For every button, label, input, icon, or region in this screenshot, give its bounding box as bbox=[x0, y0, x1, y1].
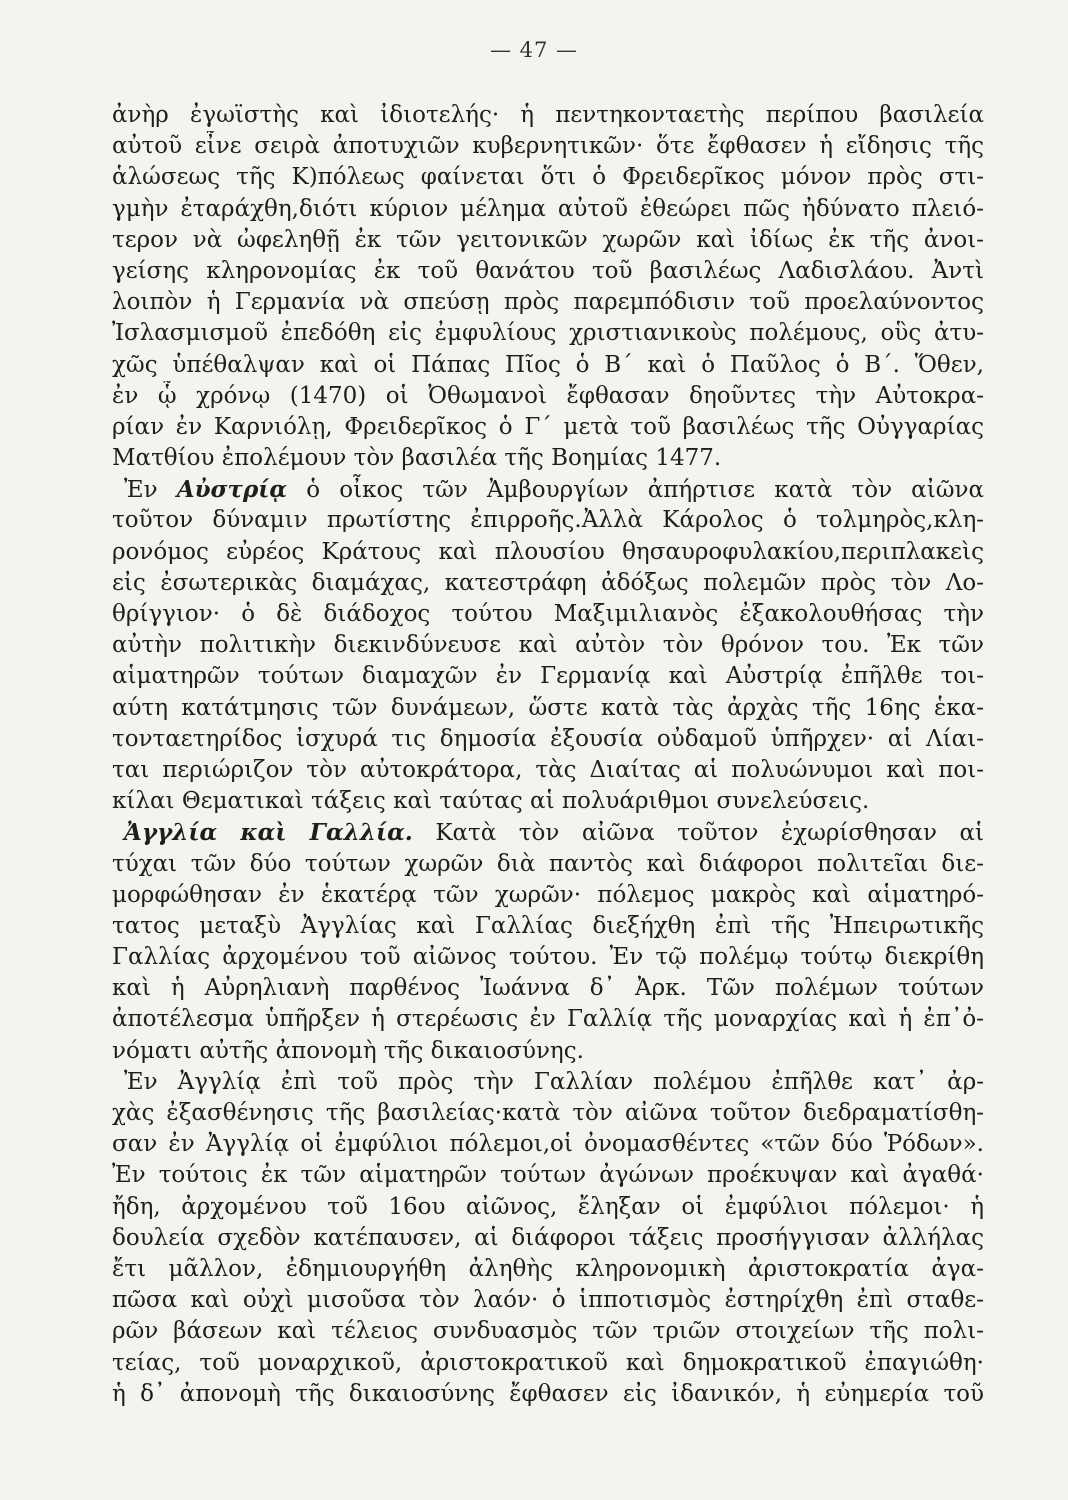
section-heading-austria: Αὐστρίᾳ bbox=[176, 476, 288, 504]
text-line: τύχαι τῶν δύο τούτων χωρῶν διὰ παντὸς καὶ διάφοροι πολιτεῖαι διε- bbox=[112, 850, 984, 877]
text-line: ἁλώσεως τῆς Κ)πόλεως φαίνεται ὅτι ὁ Φρειδερῖκος μόνον πρὸς στι- bbox=[112, 164, 984, 191]
text-line: Ματθίου ἐπολέμουν τὸν βασιλέα τῆς Βοημίας 1477. bbox=[112, 445, 722, 472]
text-line: κίλαι Θεματικαὶ τάξεις καὶ ταύτας αἱ πολυάριθμοι συνελεύσεις. bbox=[112, 788, 870, 815]
text-line: τατος μεταξὺ Ἀγγλίας καὶ Γαλλίας διεξήχθη ἐπὶ τῆς Ἠπειρωτικῆς bbox=[112, 912, 984, 939]
text-line: σαν ἐν Ἀγγλίᾳ οἱ ἐμφύλιοι πόλεμοι,οἱ ὀνομασθέντες «τῶν δύο Ῥόδων». bbox=[112, 1131, 984, 1158]
text-line: αὐτὴν πολιτικὴν διεκινδύνευσε καὶ αὐτὸν τὸν θρόνον του. Ἐκ τῶν bbox=[112, 632, 984, 659]
text-line: τερον νὰ ὠφεληθῇ ἐκ τῶν γειτονικῶν χωρῶν καὶ ἰδίως ἐκ τῆς ἀνοι- bbox=[112, 226, 984, 253]
text-line: μορφώθησαν ἐν ἑκατέρᾳ τῶν χωρῶν· πόλεμος μακρὸς καὶ αἱματηρό- bbox=[112, 881, 984, 908]
text-line bbox=[112, 474, 984, 505]
text-line: ἔτι μᾶλλον, ἐδημιουργήθη ἀληθὴς κληρονομικὴ ἀριστοκρατία ἀγα- bbox=[112, 1255, 984, 1282]
text-line: ρονόμος εὐρέος Κράτους καὶ πλουσίου θησαυροφυλακίου,περιπλακεὶς bbox=[112, 538, 984, 565]
text-line: τονταετηρίδος ἰσχυρά τις δημοσία ἐξουσία οὐδαμοῦ ὑπῆρχεν· αἱ Λίαι- bbox=[112, 725, 984, 752]
text-line: θρίγγιον· ὁ δὲ διάδοχος τούτου Μαξιμιλιανὸς ἐξακολουθήσας τὴν bbox=[112, 601, 984, 627]
text-line: χῶς ὑπέθαλψαν καὶ οἱ Πάπας Πῖος ὁ Β΄ καὶ ὁ Παῦλος ὁ Β΄. Ὅθεν, bbox=[112, 351, 984, 378]
text-run: ὁ οἶκος τῶν Ἀμβουργίων ἀπήρτισε κατὰ τὸν αἰῶνα bbox=[306, 477, 984, 504]
text-line: καὶ ἡ Αὐρηλιανὴ παρθένος Ἰωάννα δ᾽ Ἀρκ. Τῶν πολέμων τούτων bbox=[112, 975, 984, 1002]
text-line: εἰς ἐσωτερικὰς διαμάχας, κατεστράφη ἀδόξως πολεμῶν πρὸς τὸν Λο- bbox=[112, 569, 984, 596]
text-line: γείσης κληρονομίας ἐκ τοῦ θανάτου τοῦ βασιλέως Λαδισλάου. Ἀντὶ bbox=[112, 257, 984, 284]
text-line: Ἰσλασμισμοῦ ἐπεδόθη εἰς ἐμφυλίους χριστιανικοὺς πολέμους, οὓς ἀτυ- bbox=[112, 320, 984, 347]
page-number: — 47 — bbox=[489, 38, 579, 62]
text-line: αὐτοῦ εἶνε σειρὰ ἀποτυχιῶν κυβερνητικῶν· ὅτε ἔφθασεν ἡ εἴδησις τῆς bbox=[112, 133, 984, 160]
text-line: γμὴν ἐταράχθη,διότι κύριον μέλημα αὐτοῦ ἐθεώρει πῶς ἠδύνατο πλειό- bbox=[112, 195, 984, 222]
text-line: ἀνὴρ ἐγωϊστὴς καὶ ἰδιοτελής· ἡ πεντηκονταετὴς περίπου βασιλεία bbox=[112, 102, 984, 128]
text-line: ἡ δ᾽ ἀπονομὴ τῆς δικαιοσύνης ἔφθασεν εἰς ἰδανικόν, ἡ εὐημερία τοῦ bbox=[112, 1380, 984, 1407]
text-line: Ἐν τούτοις ἐκ τῶν αἱματηρῶν τούτων ἀγώνων προέκυψαν καὶ ἀγαθά· bbox=[112, 1162, 984, 1189]
text-run: Κατὰ τὸν αἰῶνα τοῦτον ἐχωρίσθησαν αἱ bbox=[435, 820, 984, 847]
text-line: Ἐν Ἀγγλίᾳ ἐπὶ τοῦ πρὸς τὴν Γαλλίαν πολέμου ἐπῆλθε κατ᾽ ἀρ- bbox=[124, 1068, 984, 1095]
text-run: Ἐν bbox=[124, 477, 158, 504]
text-line: ἐν ᾧ χρόνῳ (1470) οἱ Ὀθωμανοὶ ἔφθασαν δηοῦντες τὴν Αὐτοκρα- bbox=[112, 382, 984, 409]
text-line bbox=[112, 817, 984, 848]
text-line: δουλεία σχεδὸν κατέπαυσεν, αἱ διάφοροι τάξεις προσήγγισαν ἀλλήλας bbox=[112, 1224, 984, 1251]
text-line: τείας, τοῦ μοναρχικοῦ, ἀριστοκρατικοῦ καὶ δημοκρατικοῦ ἐπαγιώθη· bbox=[112, 1349, 984, 1376]
text-line: ρίαν ἐν Καρνιόλῃ, Φρειδερῖκος ὁ Γ΄ μετὰ τοῦ βασιλέως τῆς Οὐγγαρίας bbox=[112, 413, 984, 440]
text-line: ρῶν βάσεων καὶ τέλειος συνδυασμὸς τῶν τριῶν στοιχείων τῆς πολι- bbox=[112, 1318, 984, 1345]
text-line: ἤδη, ἀρχομένου τοῦ 16ου αἰῶνος, ἔληξαν οἱ ἐμφύλιοι πόλεμοι· ἡ bbox=[112, 1193, 984, 1220]
text-line: αἱματηρῶν τούτων διαμαχῶν ἐν Γερμανίᾳ καὶ Αὐστρίᾳ ἐπῆλθε τοι- bbox=[112, 663, 984, 690]
text-line: πῶσα καὶ οὐχὶ μισοῦσα τὸν λαόν· ὁ ἱπποτισμὸς ἐστηρίχθη ἐπὶ σταθε- bbox=[112, 1287, 984, 1314]
text-line: χὰς ἐξασθένησις τῆς βασιλείας·κατὰ τὸν αἰῶνα τοῦτον διεδραματίσθη- bbox=[112, 1100, 984, 1126]
text-line: Γαλλίας ἀρχομένου τοῦ αἰῶνος τούτου. Ἐν τῷ πολέμῳ τούτῳ διεκρίθη bbox=[112, 944, 984, 971]
text-line: ται περιώριζον τὸν αὐτοκράτορα, τὰς Διαίτας αἱ πολυώνυμοι καὶ ποι- bbox=[112, 756, 984, 783]
text-line: νόματι αὐτῆς ἀπονομὴ τῆς δικαιοσύνης. bbox=[112, 1037, 584, 1064]
section-heading-england-france: Ἀγγλία καὶ Γαλλία. bbox=[124, 819, 413, 847]
text-line: τοῦτον δύναμιν πρωτίστης ἐπιρροῆς.Ἀλλὰ Κάρολος ὁ τολμηρὸς,κλη- bbox=[112, 507, 984, 534]
text-line: αύτη κατάτμησις τῶν δυνάμεων, ὥστε κατὰ τὰς ἀρχὰς τῆς 16ης ἑκα- bbox=[112, 694, 984, 721]
body-text bbox=[112, 100, 984, 1410]
text-line: λοιπὸν ἡ Γερμανία νὰ σπεύσῃ πρὸς παρεμπόδισιν τοῦ προελαύνοντος bbox=[112, 289, 984, 316]
text-line: ἀποτέλεσμα ὑπῆρξεν ἡ στερέωσις ἐν Γαλλίᾳ τῆς μοναρχίας καὶ ἡ ἐπ᾽ὀ- bbox=[112, 1006, 984, 1033]
